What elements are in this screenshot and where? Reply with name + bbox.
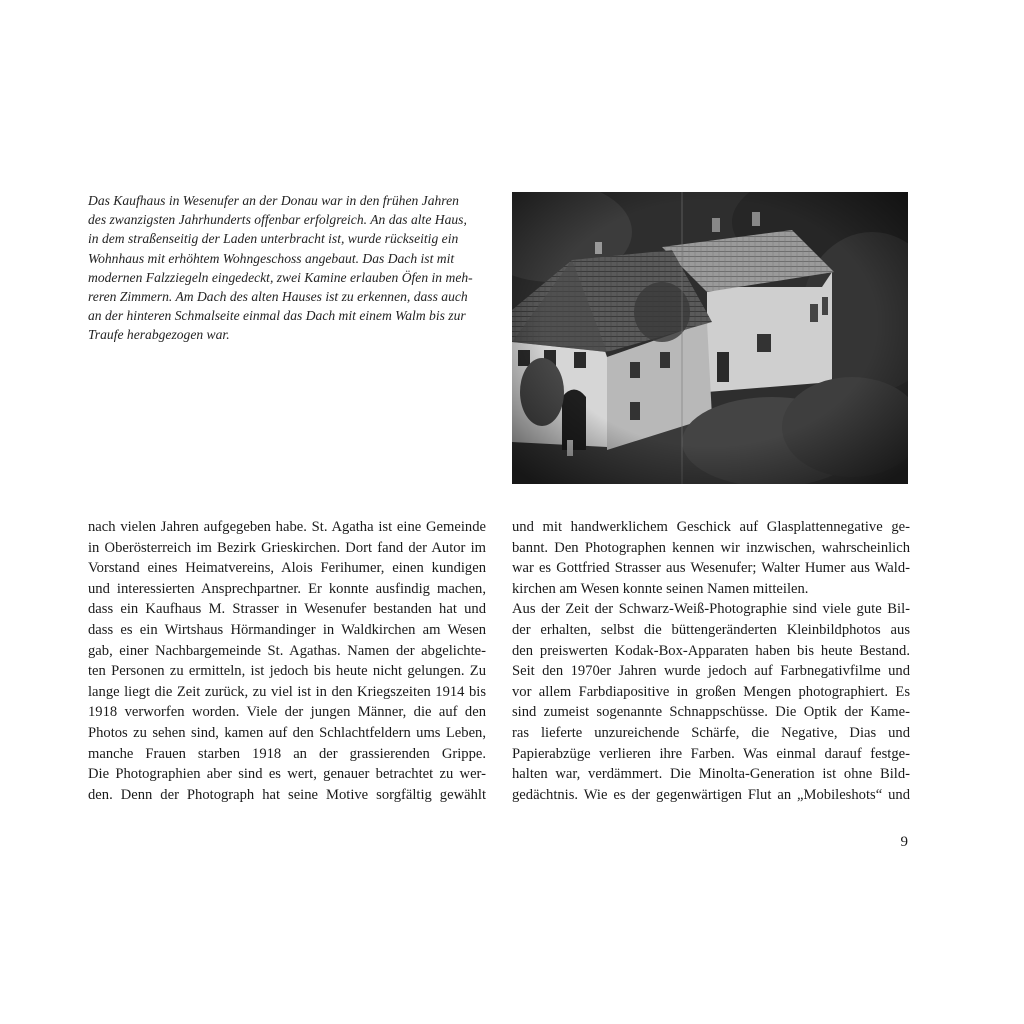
text-line: Die Photographien aber sind es wert, genauer betrachtet zu wer- — [88, 766, 486, 783]
photo-caption — [88, 191, 480, 345]
caption-line: Traufe herabgezogen war. — [88, 327, 230, 343]
text-line: und interessierten Ansprechpartner. Er konnte ausfindig machen, — [88, 580, 486, 597]
text-line: Seit den 1970er Jahren wurde jedoch auf Farbnegativfilme und — [512, 663, 910, 680]
text-line: manche Frauen starben 1918 an der grassierenden Grippe. — [88, 745, 486, 762]
text-line: bannt. Den Photographen kennen wir inzwischen, wahrscheinlich — [512, 539, 910, 556]
text-line: 1918 verworfen worden. Viele der jungen Männer, die auf den — [88, 704, 486, 721]
text-line: Papierabzüge verlieren ihre Farben. Was einmal darauf festge- — [512, 745, 910, 762]
text-line: Vorstand eines Heimatvereins, Alois Ferihumer, einen kundigen — [88, 560, 486, 577]
text-line: dass ein Kaufhaus M. Strasser in Wesenufer bestanden hat und — [88, 601, 486, 618]
caption-line: in dem straßenseitig der Laden unterbracht ist, wurde rückseitig ein — [88, 231, 459, 247]
text-line: kirchen am Wesen konnte seinen Namen mitteilen. — [512, 580, 809, 597]
text-line: sind zumeist sogenannte Schnappschüsse. Die Optik der Kame- — [512, 704, 910, 721]
text-line: Photos zu sehen sind, kamen auf den Schlachtfeldern ums Leben, — [88, 724, 486, 741]
caption-line: Das Kaufhaus in Wesenufer an der Donau war in den frühen Jahren — [88, 193, 459, 208]
page-number: 9 — [900, 834, 908, 850]
text-line: gedächtnis. Wie es der gegenwärtigen Flut an „Mobileshots“ und — [512, 786, 910, 803]
text-line: und mit handwerklichem Geschick auf Glasplattennegative ge- — [512, 519, 910, 535]
text-column-left — [88, 517, 486, 805]
text-line: lange liegt die Zeit zurück, zu viel ist in den Kriegszeiten 1914 bis — [88, 683, 486, 700]
caption-line: modernen Falzziegeln eingedeckt, zwei Kamine erlauben Öfen in meh- — [88, 269, 473, 285]
text-line: gab, einer Nachbargemeinde St. Agathas. Namen der abgelichte- — [88, 642, 486, 659]
text-line: den preiswerten Kodak-Box-Apparaten haben bis heute Bestand. — [512, 642, 910, 659]
caption-line: reren Zimmern. Am Dach des alten Hauses ist zu erkennen, dass auch — [88, 289, 468, 305]
text-line: war es Gottfried Strasser aus Wesenufer; Walter Humer aus Wald- — [512, 560, 910, 577]
text-line: in Oberösterreich im Bezirk Grieskirchen. Dort fand der Autor im — [88, 539, 486, 556]
text-line: dass es ein Wirtshaus Hörmandinger in Waldkirchen am Wesen — [88, 621, 486, 638]
text-column-right — [512, 517, 910, 805]
historic-house-photo — [512, 192, 908, 484]
caption-line: Wohnhaus mit erhöhtem Wohngeschoss angebaut. Das Dach ist mit — [88, 250, 455, 266]
text-line: nach vielen Jahren aufgegeben habe. St. Agatha ist eine Gemeinde — [88, 519, 486, 535]
text-line: den. Denn der Photograph hat seine Motive sorgfältig gewählt — [88, 786, 486, 803]
text-line: vor allem Farbdiapositive in großen Mengen photographiert. Es — [512, 683, 910, 700]
text-line: ten Personen zu ermitteln, ist jedoch bis heute nicht gelungen. Zu — [88, 663, 486, 680]
caption-line: des zwanzigsten Jahrhunderts offenbar erfolgreich. An das alte Haus, — [88, 212, 467, 228]
text-line: ras lieferte unzureichende Schärfe, die Negative, Dias und — [512, 724, 910, 741]
text-line: der erhalten, selbst die büttengeränderten Kleinbildphotos aus — [512, 621, 910, 638]
text-line: Aus der Zeit der Schwarz-Weiß-Photographie sind viele gute Bil- — [512, 601, 910, 618]
caption-line: an der hinteren Schmalseite einmal das Dach mit einem Walm bis zur — [88, 308, 466, 324]
text-line: halten war, verdämmert. Die Minolta-Generation ist ohne Bild- — [512, 766, 910, 783]
